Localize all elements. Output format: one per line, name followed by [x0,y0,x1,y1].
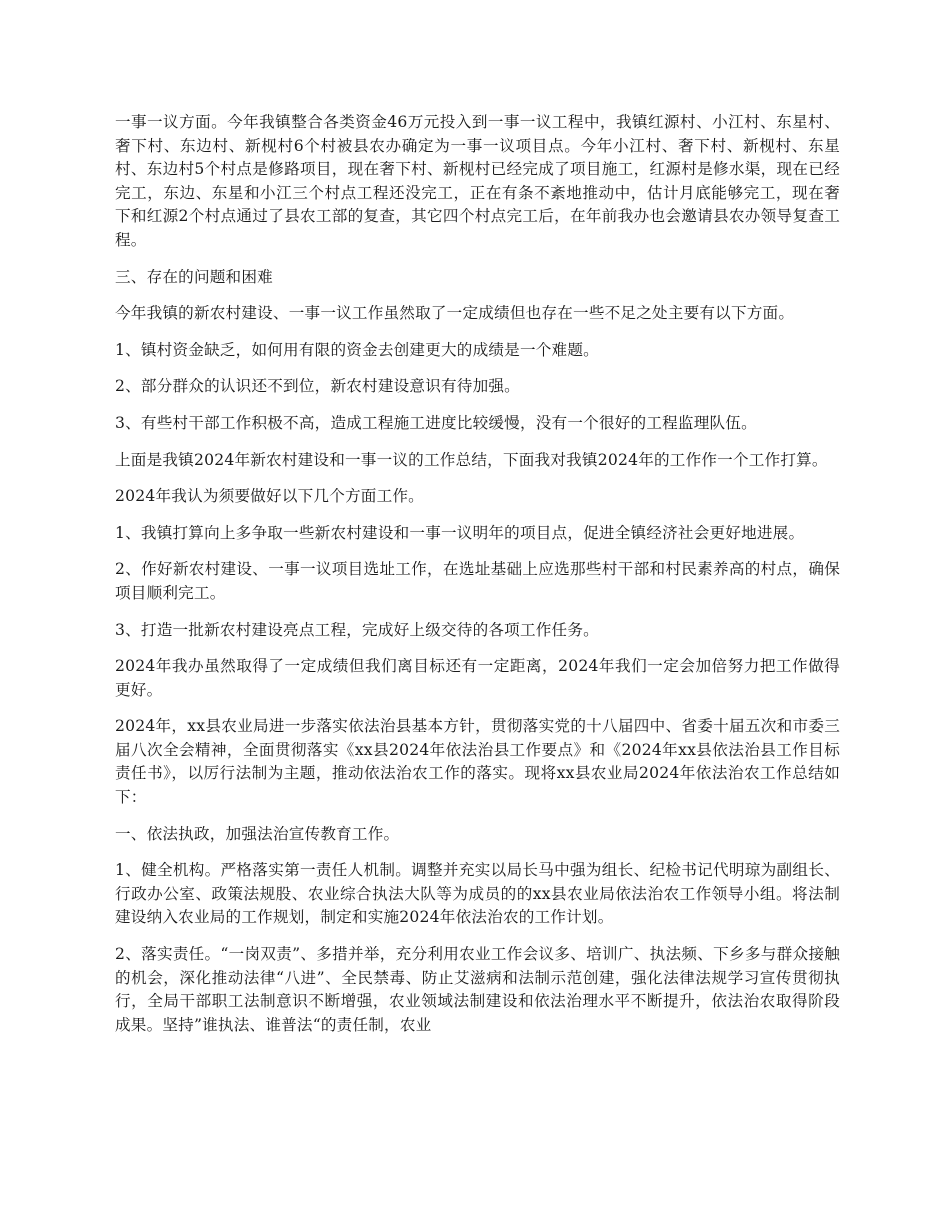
document-body [115,111,840,1050]
heading-problems: 三、存在的问题和困难 [115,267,273,286]
list-item-plan-2: 2、作好新农村建设、一事一议项目选址工作，在选址基础上应选那些村干部和村民素养高的村点，确保项目顺利完工。 [115,560,840,602]
list-item-law-1: 1、健全机构。严格落实第一责任人机制。调整并充实以局长马中强为组长、纪检书记代明琼为副组长、行政办公室、政策法规股、农业综合执法大队等为成员的的xx县农业局依法治农工作领导小组。将法制建设纳入农业局的工作规划，制定和实施2024年依法治农的工作计划。 [115,861,840,927]
list-item-problem-3: 3、有些村干部工作积极不高，造成工程施工进度比较缓慢，没有一个很好的工程监理队伍。 [115,413,757,432]
list-item-plan-1: 1、我镇打算向上多争取一些新农村建设和一事一议明年的项目点，促进全镇经济社会更好地进展。 [115,523,805,542]
paragraph-closing: 2024年我办虽然取得了一定成绩但我们离目标还有一定距离，2024年我们一定会加倍努力把工作做得更好。 [115,657,840,699]
list-item-plan-3: 3、打造一批新农村建设亮点工程，完成好上级交待的各项工作任务。 [115,620,599,639]
heading-law-section-1: 一、依法执政，加强法治宣传教育工作。 [115,824,400,843]
paragraph-project-points: 一事一议方面。今年我镇整合各类资金46万元投入到一事一议工程中，我镇红源村、小江村、东星村、奢下村、东边村、新枧村6个村被县农办确定为一事一议项目点。今年小江村、奢下村、新枧村、东星村、东边村5个村点是修路项目，现在奢下村、新枧村已经完成了项目施工，红源村是修水渠，现在已经完工，东边、东星和小江三个村点工程还没完工，正在有条不紊地推动中，估计月底能够完工，现在奢下和红源2个村点通过了县农工部的复查，其它四个村点完工后，在年前我办也会邀请县农办领导复查工程。 [115,113,840,249]
list-item-law-2: 2、落实责任。“一岗双责”、多措并举，充分利用农业工作会议多、培训广、执法频、下乡多与群众接触的机会，深化推动法律“八进”、全民禁毒、防止艾滋病和法制示范创建，强化法律法规学习宣传贯彻执行，全局干部职工法制意识不断增强，农业领域法制建设和依法治理水平不断提升，依法治农取得阶段成果。坚持”谁执法、谁普法“的责任制，农业 [115,945,840,1034]
paragraph-law-summary-intro: 2024年，xx县农业局进一步落实依法治县基本方针，贯彻落实党的十八届四中、省委十届五次和市委三届八次全会精神，全面贯彻落实《xx县2024年依法治县工作要点》和《2024年xx县依法治县工作目标责任书》，以厉行法制为主题，推动依法治农工作的落实。现将xx县农业局2024年依法治农工作总结如下： [115,717,840,807]
paragraph-plan-intro: 2024年我认为须要做好以下几个方面工作。 [115,487,424,506]
paragraph-shortcomings: 今年我镇的新农村建设、一事一议工作虽然取了一定成绩但也存在一些不足之处主要有以下方面。 [115,304,795,323]
paragraph-summary-transition: 上面是我镇2024年新农村建设和一事一议的工作总结，下面我对我镇2024年的工作作一个工作打算。 [115,450,828,469]
list-item-problem-2: 2、部分群众的认识还不到位，新农村建设意识有待加强。 [115,377,520,396]
list-item-problem-1: 1、镇村资金缺乏，如何用有限的资金去创建更大的成绩是一个难题。 [115,340,599,359]
